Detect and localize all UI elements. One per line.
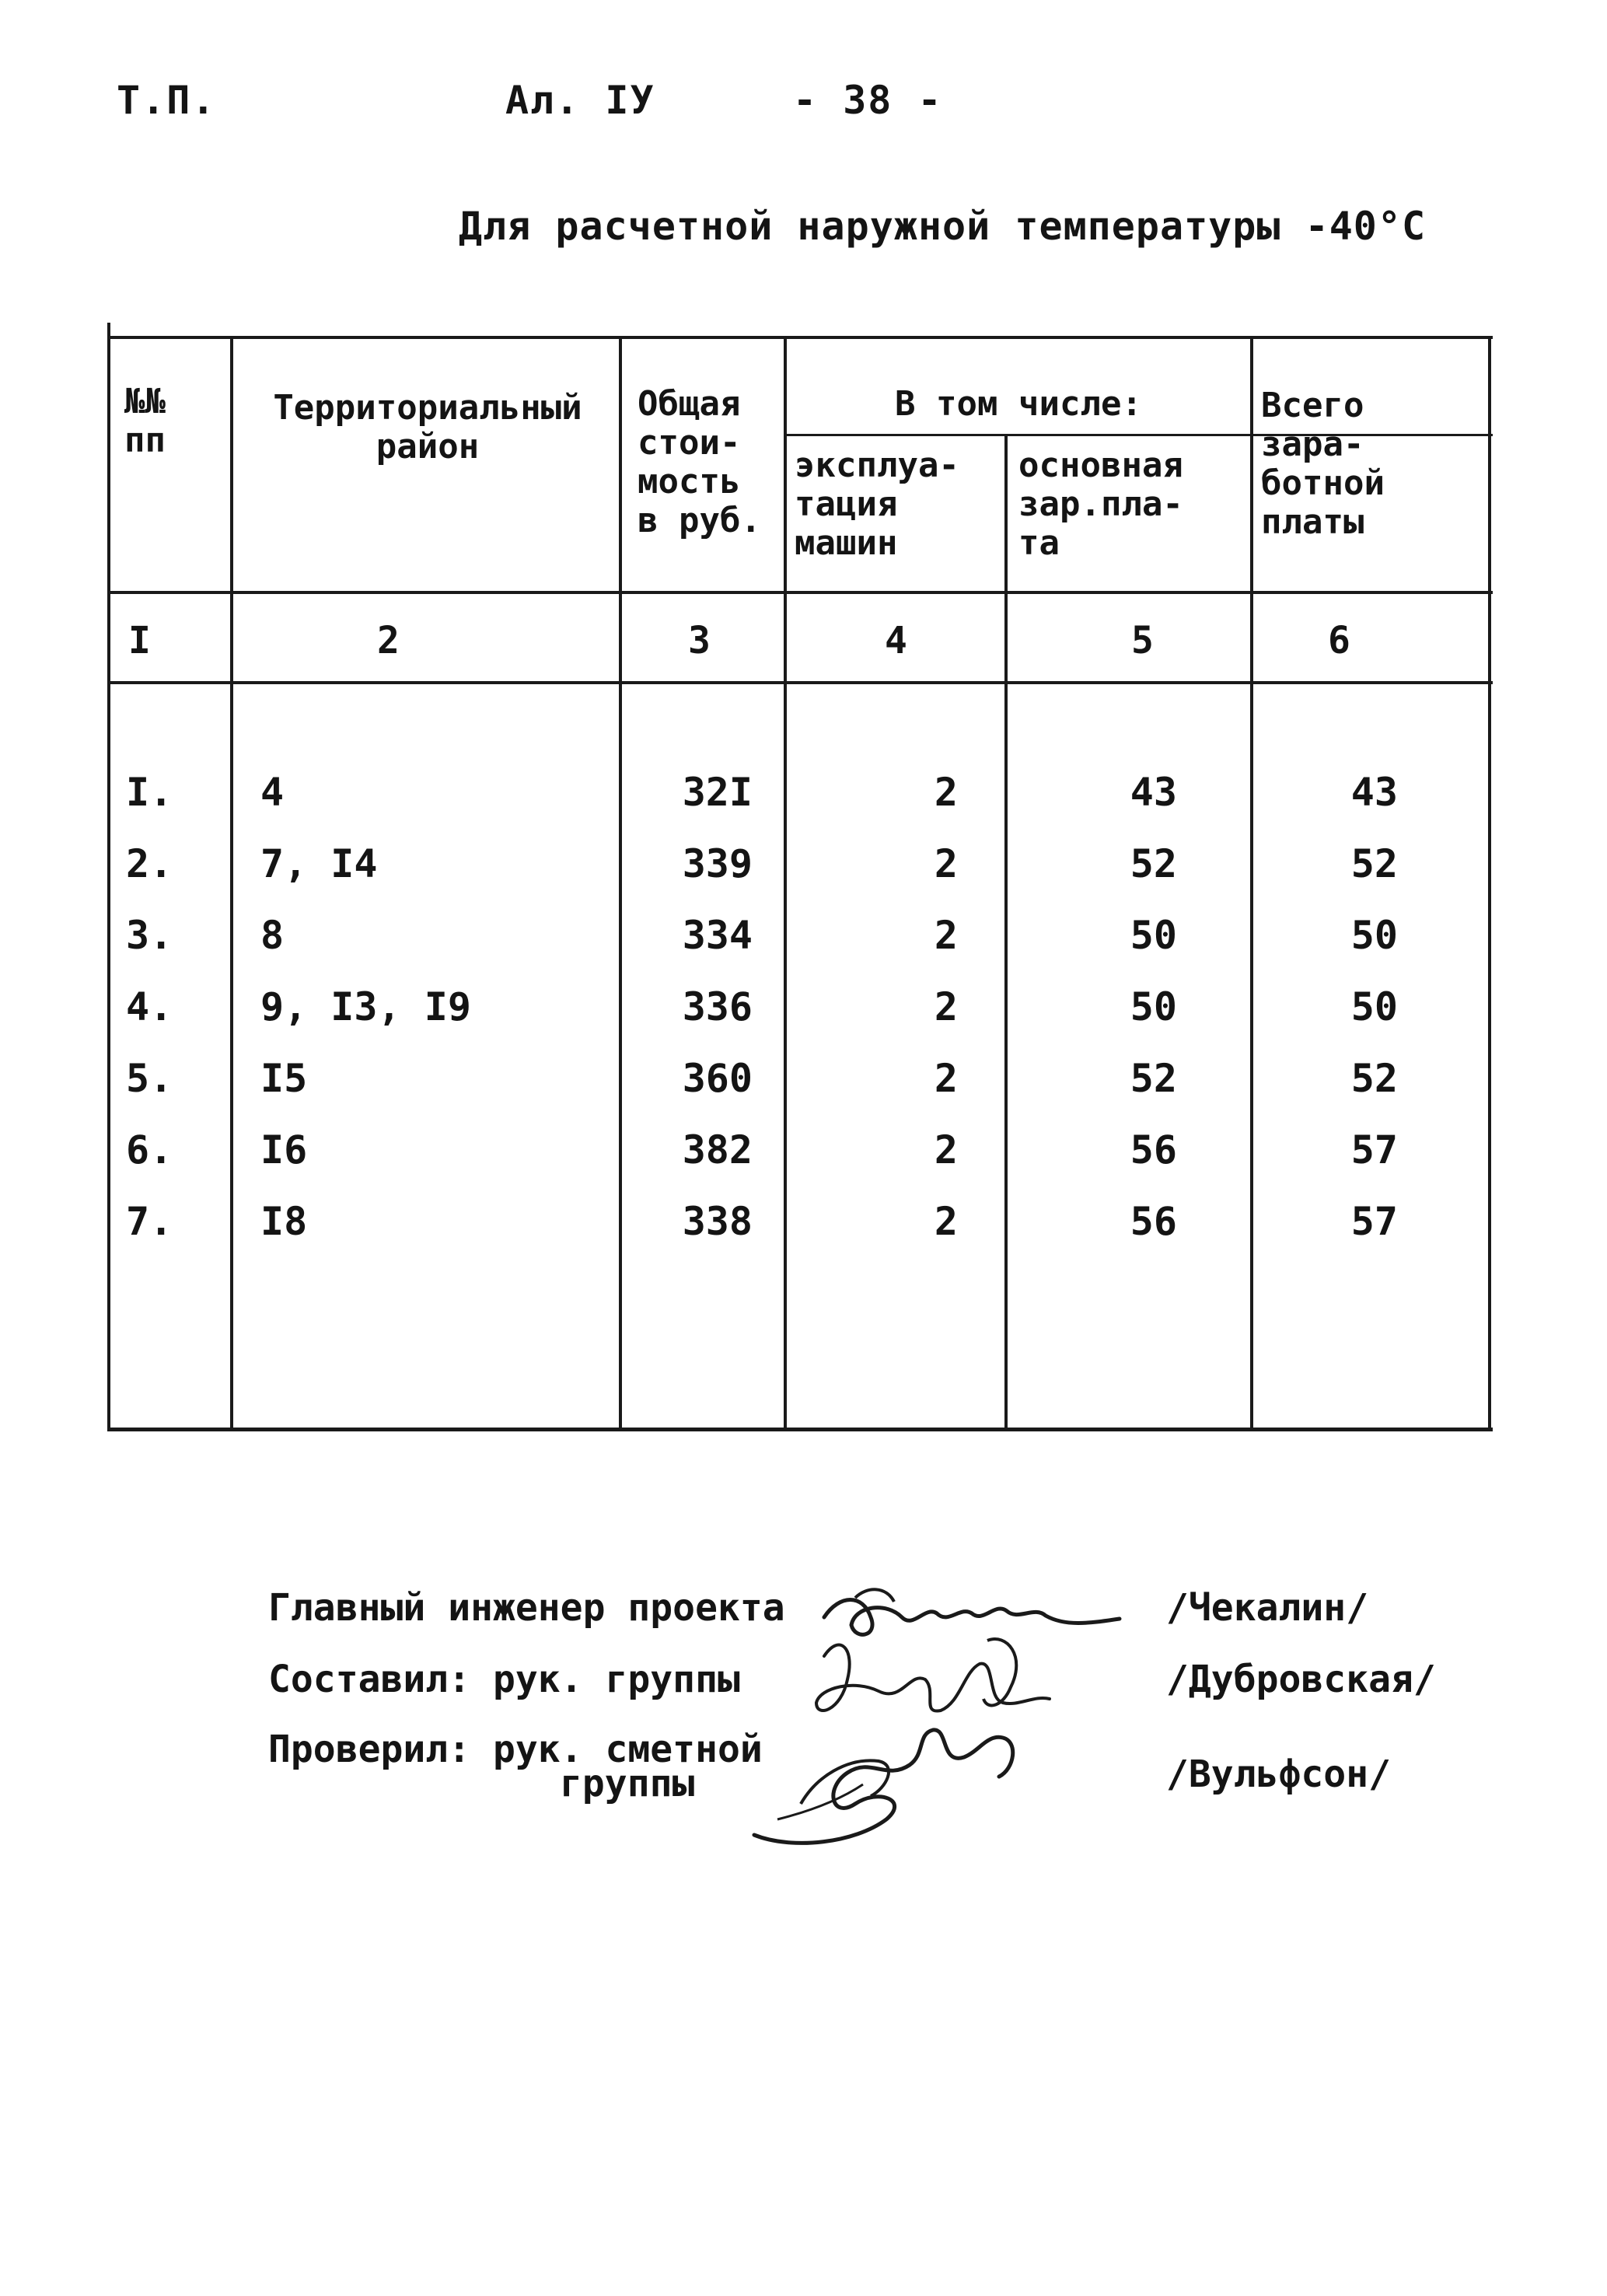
cell-total: 382 xyxy=(682,1127,753,1172)
header-num-l1: №№ xyxy=(124,382,166,421)
cell-total: 338 xyxy=(682,1199,753,1244)
header-exploitation-l2: тация xyxy=(795,484,898,524)
cell-total-wage: 50 xyxy=(1350,913,1398,958)
cell-exploitation: 2 xyxy=(934,913,958,958)
header-region xyxy=(260,389,595,467)
header-total-l1: Общая xyxy=(638,384,741,424)
cell-base-wage: 56 xyxy=(1130,1127,1177,1172)
cell-base-wage: 50 xyxy=(1130,913,1177,958)
checked-name: /Вульфсон/ xyxy=(1166,1753,1391,1796)
header-total-wage-l1: Всего xyxy=(1261,386,1364,425)
col-line-1 xyxy=(230,336,233,1431)
cell-exploitation: 2 xyxy=(934,841,958,886)
header-total-wage xyxy=(1261,386,1385,542)
cell-num: 6. xyxy=(126,1127,173,1172)
header-page-number: - 38 - xyxy=(793,78,943,123)
cell-exploitation: 2 xyxy=(934,984,958,1029)
cell-base-wage: 50 xyxy=(1130,984,1177,1029)
cell-region: I5 xyxy=(260,1056,308,1101)
header-sheet-code: Т.П. xyxy=(117,78,217,123)
cell-region: I8 xyxy=(260,1199,308,1244)
cell-total-wage: 43 xyxy=(1350,770,1398,815)
cell-base-wage: 52 xyxy=(1130,841,1177,886)
header-region-l2: район xyxy=(376,427,480,467)
signature-checked xyxy=(731,1703,1057,1858)
header-total-l2: стои- xyxy=(638,423,741,463)
cell-total-wage: 52 xyxy=(1350,1056,1398,1101)
cell-region: 8 xyxy=(260,913,285,958)
colnum-bottom-border xyxy=(109,681,1493,684)
cell-num: 3. xyxy=(126,913,173,958)
header-bottom-border xyxy=(109,591,1493,594)
cell-total-wage: 57 xyxy=(1350,1199,1398,1244)
cell-num: 5. xyxy=(126,1056,173,1101)
cell-exploitation: 2 xyxy=(934,1056,958,1101)
cell-region: 7, I4 xyxy=(260,841,378,886)
colnum-1: I xyxy=(128,619,151,662)
header-total xyxy=(638,385,761,540)
compiled-name: /Дубровская/ xyxy=(1166,1658,1436,1701)
colnum-4: 4 xyxy=(885,619,907,662)
cell-num: 7. xyxy=(126,1199,173,1244)
header-subdivider xyxy=(785,434,1493,436)
cell-total: 360 xyxy=(682,1056,753,1101)
checked-role-line2: группы xyxy=(560,1762,695,1805)
cell-exploitation: 2 xyxy=(934,1199,958,1244)
header-total-l3: мость xyxy=(638,462,741,501)
compiled-role: Составил: рук. группы xyxy=(268,1658,740,1701)
chief-engineer-name: /Чекалин/ xyxy=(1166,1586,1369,1630)
header-including: В том числе: xyxy=(895,384,1142,424)
header-base-wage-l2: зар.пла- xyxy=(1018,484,1183,524)
cell-num: 2. xyxy=(126,841,173,886)
header-base-wage-l1: основная xyxy=(1018,446,1183,485)
chief-engineer-role: Главный инженер проекта xyxy=(268,1586,785,1630)
colnum-5: 5 xyxy=(1131,619,1154,662)
cell-base-wage: 52 xyxy=(1130,1056,1177,1101)
header-base-wage xyxy=(1018,446,1183,563)
cell-exploitation: 2 xyxy=(934,770,958,815)
cell-total: 339 xyxy=(682,841,753,886)
cell-base-wage: 43 xyxy=(1130,770,1177,815)
header-total-wage-l2: зара- xyxy=(1261,425,1364,464)
header-album: Ал. IУ xyxy=(505,78,655,123)
cell-region: 4 xyxy=(260,770,285,815)
header-exploitation-l3: машин xyxy=(795,523,898,563)
table-caption: Для расчетной наружной температуры -40°С xyxy=(459,204,1427,249)
cell-total-wage: 57 xyxy=(1350,1127,1398,1172)
header-total-l4: в руб. xyxy=(638,501,761,540)
header-exploitation xyxy=(795,446,959,563)
cell-base-wage: 56 xyxy=(1130,1199,1177,1244)
header-num-l2: пп xyxy=(124,421,166,460)
cell-region: I6 xyxy=(260,1127,308,1172)
cell-total: 336 xyxy=(682,984,753,1029)
cell-num: I. xyxy=(126,770,173,815)
header-base-wage-l3: та xyxy=(1018,523,1060,563)
header-total-wage-l4: платы xyxy=(1261,502,1364,542)
header-exploitation-l1: эксплуа- xyxy=(795,446,959,485)
cell-total-wage: 50 xyxy=(1350,984,1398,1029)
col-line-0 xyxy=(107,323,110,1431)
header-region-l1: Территориальный xyxy=(273,388,582,428)
colnum-3: 3 xyxy=(688,619,711,662)
cell-total: 32I xyxy=(682,770,753,815)
table-bottom-border xyxy=(109,1428,1493,1431)
cell-exploitation: 2 xyxy=(934,1127,958,1172)
colnum-2: 2 xyxy=(377,619,400,662)
table-top-border xyxy=(109,336,1493,339)
colnum-6: 6 xyxy=(1328,619,1350,662)
cell-num: 4. xyxy=(126,984,173,1029)
checked-role-line1: Проверил: рук. сметной xyxy=(268,1728,763,1771)
cell-total: 334 xyxy=(682,913,753,958)
col-line-6 xyxy=(1488,336,1491,1431)
cell-region: 9, I3, I9 xyxy=(260,984,471,1029)
cell-total-wage: 52 xyxy=(1350,841,1398,886)
header-total-wage-l3: ботной xyxy=(1261,463,1385,503)
header-num xyxy=(124,383,166,460)
